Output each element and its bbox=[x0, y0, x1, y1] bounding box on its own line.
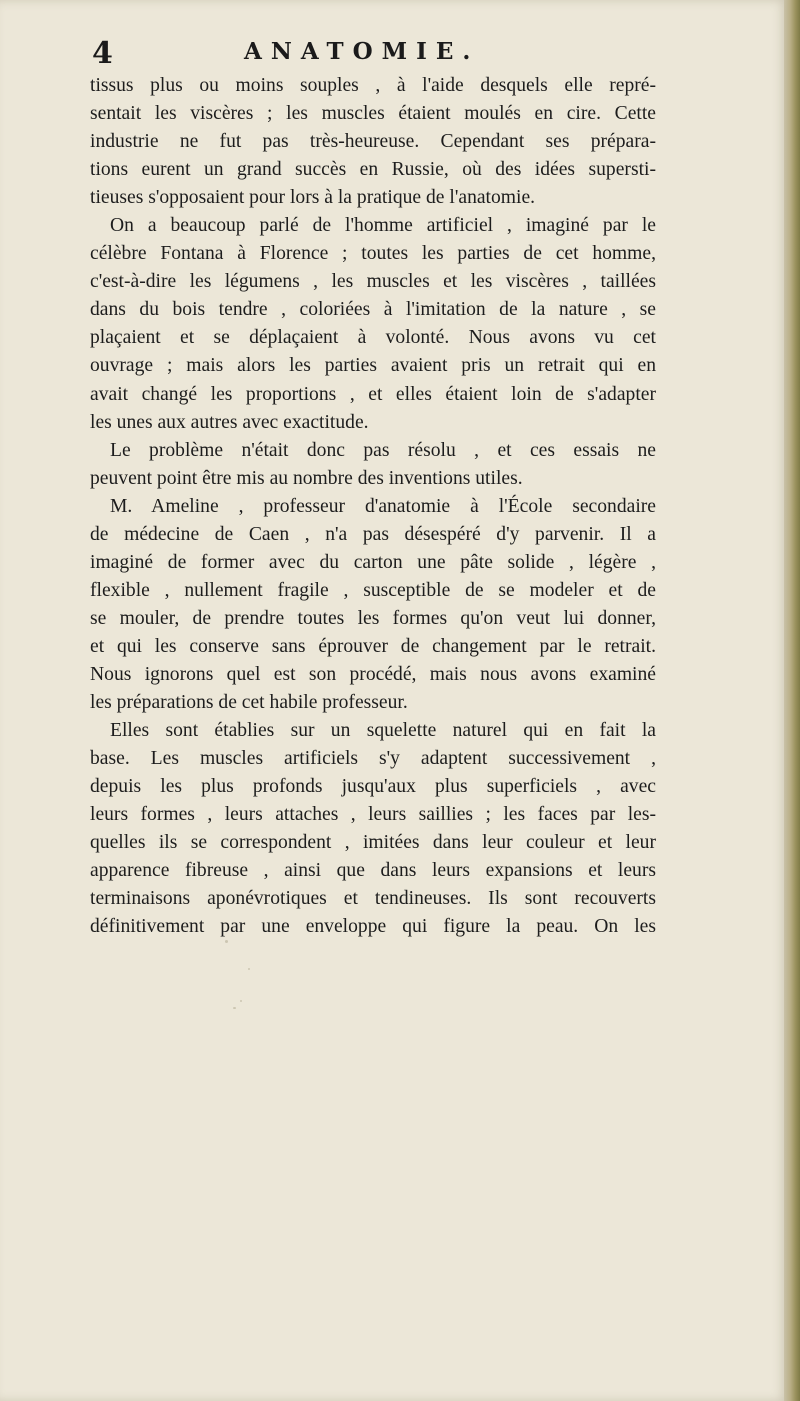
text-line: On a beaucoup parlé de l'homme artificiel , imaginé par le bbox=[110, 215, 656, 237]
text-line: terminaisons aponévrotiques et tendineuses. Ils sont recouverts bbox=[90, 888, 656, 910]
paper-speck bbox=[225, 940, 228, 943]
text-line: Elles sont établies sur un squelette naturel qui en fait la bbox=[110, 720, 656, 742]
text-line: et qui les conserve sans éprouver de changement par le retrait. bbox=[90, 635, 656, 657]
text-line: les préparations de cet habile professeur. bbox=[90, 692, 408, 714]
paper-speck bbox=[233, 1007, 236, 1009]
text-line: avait changé les proportions , et elles étaient loin de s'adapter bbox=[90, 383, 656, 405]
text-line: quelles ils se correspondent , imitées dans leur couleur et leur bbox=[90, 832, 656, 854]
text-line: industrie ne fut pas très-heureuse. Cependant ses prépara- bbox=[90, 131, 656, 153]
page-edge bbox=[784, 0, 800, 1401]
paper-speck bbox=[248, 968, 250, 970]
text-line: plaçaient et se déplaçaient à volonté. Nous avons vu cet bbox=[90, 327, 656, 349]
text-line: tissus plus ou moins souples , à l'aide desquels elle repré- bbox=[90, 75, 656, 96]
paper-speck bbox=[240, 1000, 242, 1002]
text-line: célèbre Fontana à Florence ; toutes les parties de cet homme, bbox=[90, 243, 656, 265]
text-line: définitivement par une enveloppe qui figure la peau. On les bbox=[90, 916, 656, 938]
text-line: imaginé de former avec du carton une pâte solide , légère , bbox=[90, 551, 656, 573]
text-line: base. Les muscles artificiels s'y adaptent successivement , bbox=[90, 748, 656, 770]
text-line: dans du bois tendre , coloriées à l'imitation de la nature , se bbox=[90, 299, 656, 321]
text-line: sentait les viscères ; les muscles étaient moulés en cire. Cette bbox=[90, 103, 656, 125]
text-line: se mouler, de prendre toutes les formes qu'on veut lui donner, bbox=[90, 607, 656, 629]
text-line: tions eurent un grand succès en Russie, où des idées supersti- bbox=[90, 159, 656, 181]
text-line: les unes aux autres avec exactitude. bbox=[90, 411, 369, 433]
text-line: peuvent point être mis au nombre des inventions utiles. bbox=[90, 467, 523, 489]
text-line: leurs formes , leurs attaches , leurs saillies ; les faces par les- bbox=[90, 804, 656, 826]
running-head: ANATOMIE. bbox=[244, 38, 480, 65]
text-line: tieuses s'opposaient pour lors à la pratique de l'anatomie. bbox=[90, 187, 536, 209]
text-line: apparence fibreuse , ainsi que dans leurs expansions et leurs bbox=[90, 860, 656, 882]
text-line: Le problème n'était donc pas résolu , et ces essais ne bbox=[110, 439, 656, 461]
text-line: M. Ameline , professeur d'anatomie à l'École secondaire bbox=[110, 495, 656, 517]
text-line: depuis les plus profonds jusqu'aux plus superficiels , avec bbox=[90, 776, 656, 798]
body-text bbox=[90, 72, 656, 941]
page-number: 4 bbox=[92, 36, 113, 71]
text-line: ouvrage ; mais alors les parties avaient pris un retrait qui en bbox=[90, 355, 656, 377]
text-line: de médecine de Caen , n'a pas désespéré d'y parvenir. Il a bbox=[90, 523, 656, 545]
text-line: flexible , nullement fragile , susceptible de se modeler et de bbox=[90, 579, 656, 601]
text-line: c'est-à-dire les légumens , les muscles et les viscères , taillées bbox=[90, 271, 656, 293]
text-line: Nous ignorons quel est son procédé, mais nous avons examiné bbox=[90, 663, 656, 685]
page-header bbox=[92, 36, 652, 76]
